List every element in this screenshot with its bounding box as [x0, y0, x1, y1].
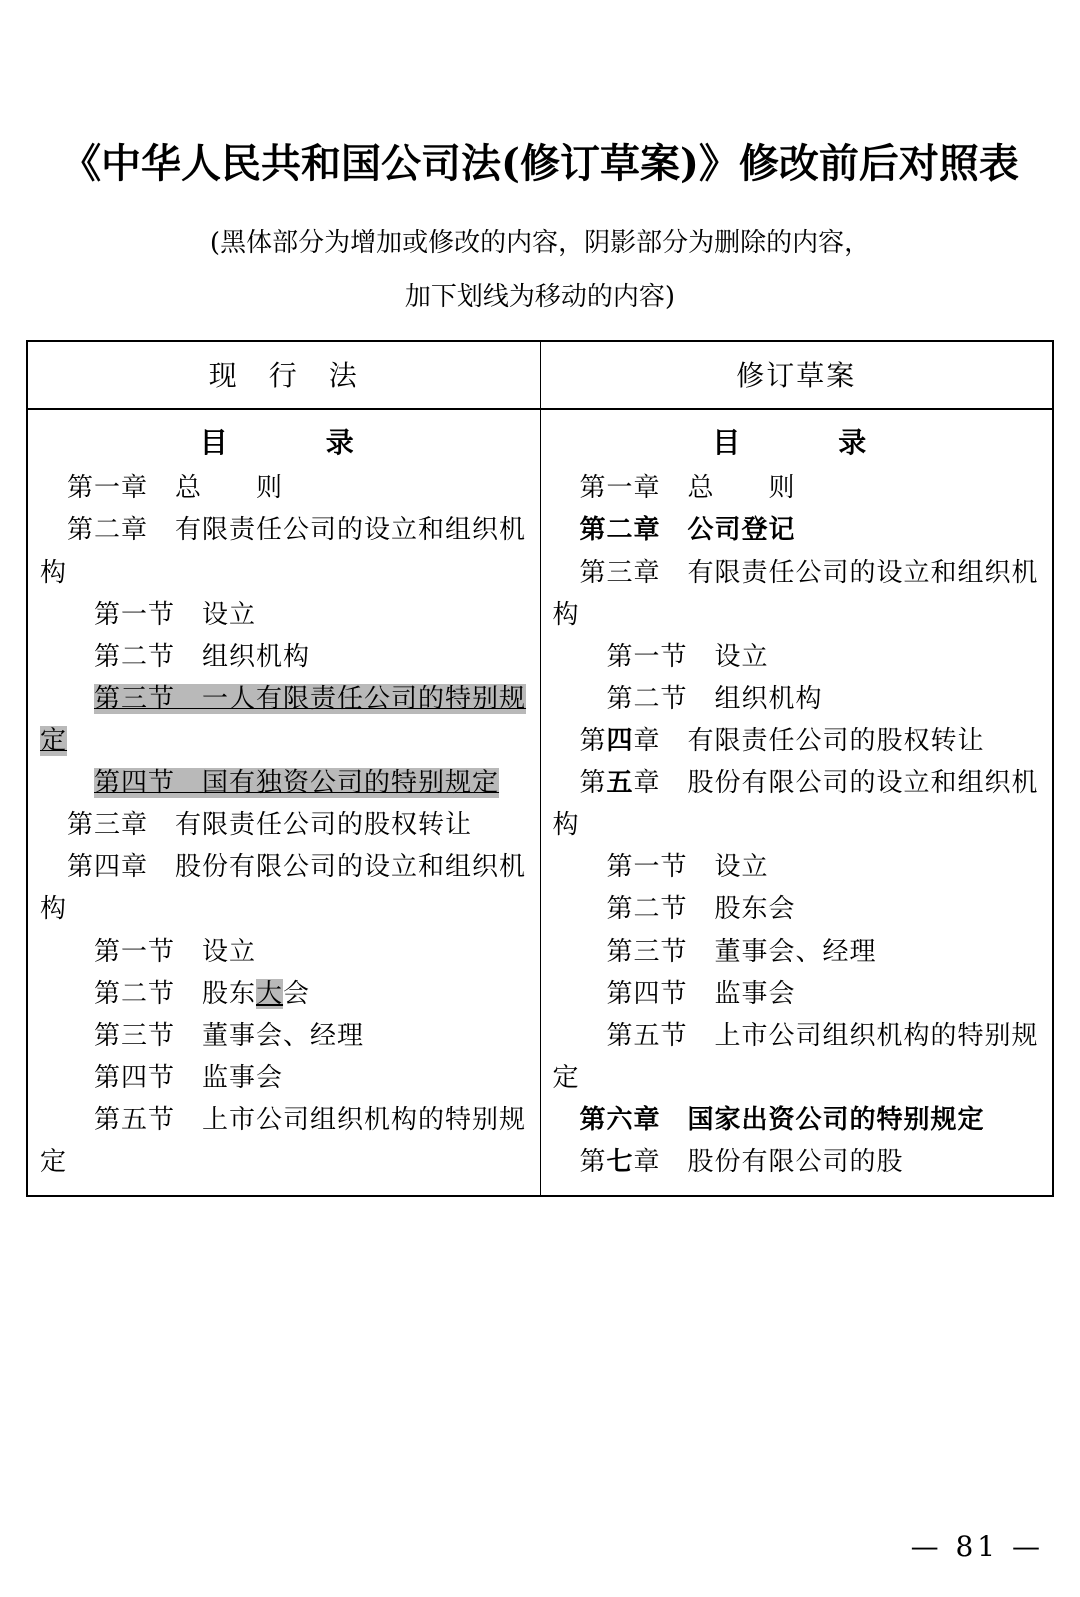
- catalog-line: 第五章 股份有限公司的设立和组织机构: [552, 768, 1039, 841]
- column-header-draft: 修订草案: [540, 341, 1053, 409]
- catalog-line: 第一节 设立: [40, 936, 257, 967]
- catalog-line: 第一章 总 则: [40, 473, 284, 504]
- catalog-line: 第三章 有限责任公司的股权转让: [40, 810, 473, 841]
- catalog-heading-right: 目 录: [712, 426, 881, 459]
- catalog-line: 第二节 组织机构: [552, 683, 823, 714]
- catalog-list-right: [553, 467, 1041, 1183]
- catalog-line: 第三节 董事会、经理: [40, 1020, 365, 1051]
- catalog-line: 第二节 股东大会: [40, 978, 311, 1009]
- catalog-line: 第五节 上市公司组织机构的特别规定: [552, 1020, 1039, 1093]
- catalog-heading-left: 目 录: [199, 426, 368, 459]
- cell-draft: [540, 409, 1053, 1196]
- catalog-line: 第三节 一人有限责任公司的特别规定: [40, 683, 527, 757]
- table-header-row: [27, 341, 1053, 409]
- catalog-line: 第三节 董事会、经理: [552, 936, 877, 967]
- catalog-line: 第五节 上市公司组织机构的特别规定: [40, 1105, 527, 1178]
- catalog-line: 第二章 公司登记: [552, 515, 796, 546]
- catalog-line: 第一章 总 则: [552, 473, 796, 504]
- table-body-row: [27, 409, 1053, 1196]
- catalog-line: 第三章 有限责任公司的设立和组织机构: [552, 557, 1039, 630]
- column-header-current-law: 现 行 法: [27, 341, 540, 409]
- catalog-line: 第四节 国有独资公司的特别规定: [94, 768, 500, 799]
- catalog-line: 第二章 有限责任公司的设立和组织机构: [40, 515, 527, 588]
- catalog-line: 第二节 组织机构: [40, 641, 311, 672]
- catalog-line: 第一节 设立: [552, 852, 769, 883]
- catalog-line: 第一节 设立: [40, 599, 257, 630]
- cell-current-law: [27, 409, 540, 1196]
- page-title: 《中华人民共和国公司法(修订草案)》修改前后对照表: [61, 140, 1019, 187]
- catalog-line: 第六章 国家出资公司的特别规定: [552, 1105, 985, 1135]
- catalog-line: 第四章 有限责任公司的股权转让: [552, 726, 985, 757]
- page-number: — 81 —: [910, 1530, 1044, 1563]
- subtitle-line-1: (黑体部分为增加或修改的内容，阴影部分为删除的内容，: [209, 228, 871, 258]
- catalog-line: 第一节 设立: [552, 641, 769, 672]
- catalog-line: 第四节 监事会: [552, 978, 796, 1009]
- catalog-line: 第二节 股东会: [552, 894, 796, 925]
- catalog-line: 第四节 监事会: [40, 1062, 284, 1093]
- catalog-line: 第四章 股份有限公司的设立和组织机构: [40, 852, 527, 925]
- comparison-table: [26, 340, 1054, 1197]
- subtitle-line-2: 加下划线为移动的内容): [404, 282, 676, 312]
- catalog-line: 第七章 股份有限公司的股: [552, 1147, 904, 1178]
- catalog-list-left: [40, 467, 528, 1183]
